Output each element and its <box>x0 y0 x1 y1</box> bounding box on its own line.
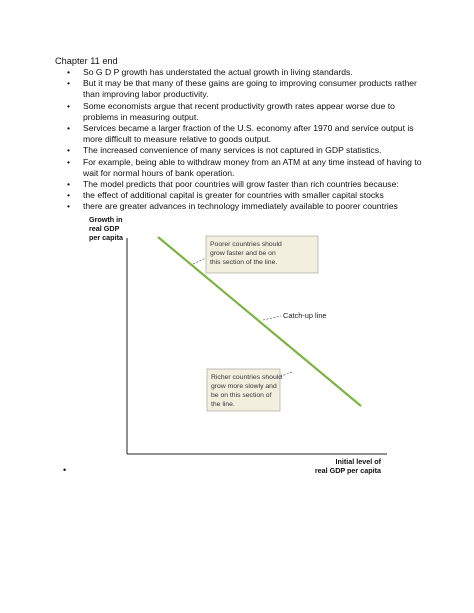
bullet-text: But it may be that many of these gains are going to improving consumer products rather than improving labor productivity. <box>83 78 417 100</box>
bullet-text: the effect of additional capital is greater for countries with smaller capital stocks <box>83 190 384 201</box>
poor-callout-text: this section of the line. <box>210 259 278 266</box>
catch-up-figure <box>75 212 395 477</box>
bullet-dot: • <box>67 145 71 156</box>
line-label-leader <box>263 316 281 320</box>
list-item <box>55 78 427 100</box>
list-item <box>55 67 427 78</box>
poor-callout-text: Poorer countries should <box>210 241 282 248</box>
y-axis-title-line: Growth in <box>89 215 123 224</box>
bullet-dot: • <box>67 123 71 134</box>
y-axis-title-line: real GDP <box>89 224 120 233</box>
bullet-text: Some economists argue that recent productivity growth rates appear worse due to problems in measuring output. <box>83 100 395 122</box>
bullet-dot: • <box>67 201 71 212</box>
bullet-text: there are greater advances in technology immediately available to poorer countries <box>83 201 398 212</box>
bullet-text: So G D P growth has understated the actual growth in living standards. <box>83 67 353 77</box>
bullet-dot: • <box>67 156 71 167</box>
list-item <box>55 190 427 201</box>
list-item <box>55 201 427 212</box>
list-item <box>55 145 427 156</box>
rich-callout-text: be on this section of <box>211 392 272 399</box>
rich-callout-text: Richer countries should <box>211 374 283 381</box>
x-axis-title-line: real GDP per capita <box>314 466 381 475</box>
bullet-text: For example, being able to withdraw money from an ATM at any time instead of having to wait for normal hours of bank operation. <box>83 156 422 178</box>
list-item <box>55 101 427 123</box>
rich-callout-text: the line. <box>211 401 235 408</box>
bullet-text: The increased convenience of many services is not captured in GDP statistics. <box>83 145 382 156</box>
x-axis-title-line: Initial level of <box>335 457 381 466</box>
page-heading: Chapter 11 end <box>55 56 118 66</box>
poor-callout-leader <box>193 258 206 264</box>
bullet-text: Services became a larger fraction of the U.S. economy after 1970 and service output is more difficult to measure relative to goods output. <box>83 123 414 145</box>
rich-callout-text: grow more slowly and <box>211 383 277 390</box>
list-item <box>55 123 427 145</box>
poor-callout-text: grow faster and be on <box>210 250 276 257</box>
bullet-dot: • <box>67 179 71 190</box>
catch-up-line-label: Catch-up line <box>283 311 327 320</box>
empty-bullet: • <box>63 465 67 475</box>
bullet-dot: • <box>67 190 71 201</box>
y-axis-title-line: per capita <box>89 233 123 242</box>
list-item <box>55 179 427 190</box>
bullet-dot: • <box>67 78 71 89</box>
bullet-list <box>55 67 427 213</box>
bullet-dot: • <box>67 67 71 77</box>
bullet-text: The model predicts that poor countries will grow faster than rich countries because: <box>83 179 399 190</box>
list-item <box>55 157 427 179</box>
bullet-dot: • <box>67 100 71 111</box>
